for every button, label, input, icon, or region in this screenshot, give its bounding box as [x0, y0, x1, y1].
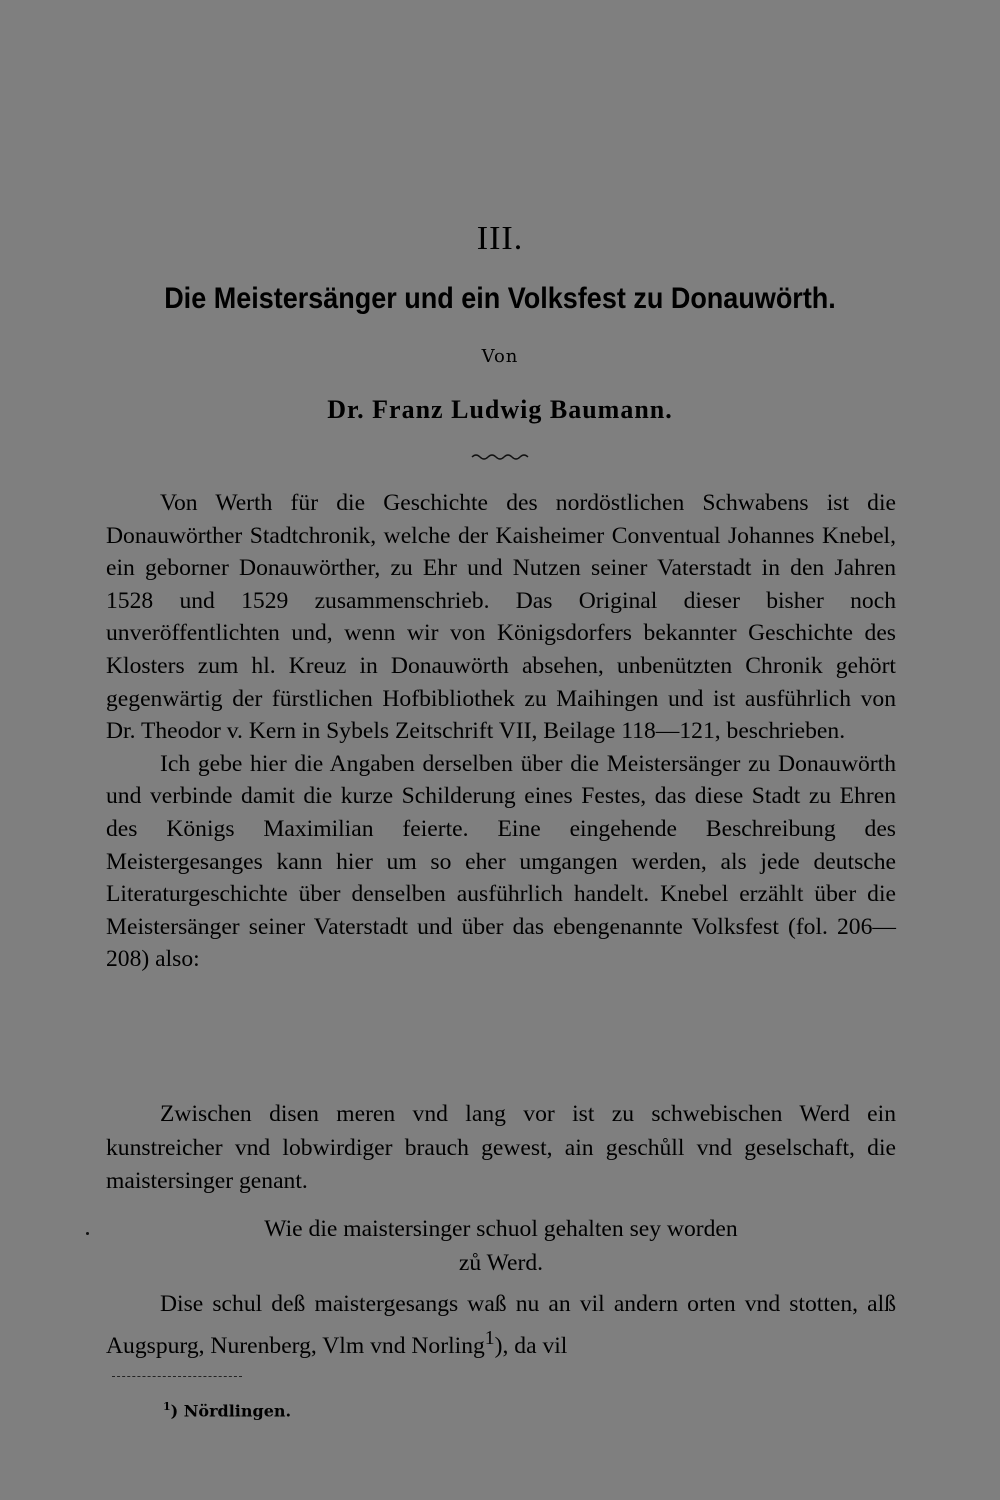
byline-von: Von	[481, 346, 519, 367]
section-heading	[106, 1212, 896, 1280]
intro-paragraph-1: Von Werth für die Geschichte des nordöstlichen Schwabens ist die Donauwörther Stadtchronik, welche der Kaisheimer Conventual Johannes Knebel, ein geborner Donauwörther, zu Ehr und Nutzen seiner Vaterstadt in den Jahren 1528 und 1529 zusammenschrieb. Das Original dieser bisher noch unveröffentlichten und, wenn wir von Königsdorfers bekannter Geschichte des Klosters zum hl. Kreuz in Donauwörth absehen, unbenützten Chronik gehört gegenwärtig der fürstlichen Hofbibliothek zu Maihingen und ist ausführlich von Dr. Theodor v. Kern in Sybels Zeitschrift VII, Beilage 118—121, beschrieben.	[106, 490, 896, 745]
schul-text-before-note: Dise schul deß maistergesangs waß nu an vil andern orten vnd stotten, alß Augspurg, Nurenberg, Vlm vnd Norling	[106, 1291, 896, 1359]
schul-section	[106, 1288, 896, 1363]
intro-section	[106, 487, 896, 976]
article-title: Die Meistersänger und ein Volksfest zu Donauwörth.	[164, 282, 836, 315]
author-name: Dr. Franz Ludwig Baumann.	[327, 395, 673, 424]
ornamental-rule-icon	[0, 448, 1000, 464]
chronicle-quote-paragraph: Zwischen disen meren vnd lang vor ist zu schwebischen Werd ein kunstreicher vnd lobwirdiger brauch gewest, ain geschůll vnd geselschaft, die maistersinger genant.	[106, 1101, 896, 1194]
footnote-text: ) Nördlingen.	[170, 1401, 292, 1421]
footnote-reference: 1	[484, 1326, 495, 1349]
footnote-marker: 1	[163, 1400, 171, 1413]
print-speck-mark	[86, 1232, 89, 1235]
section-heading-line-1: Wie die maistersinger schuol gehalten sey worden	[264, 1216, 738, 1242]
section-heading-line-2: zů Werd.	[458, 1250, 544, 1276]
chapter-number: III.	[476, 220, 524, 257]
footnote	[163, 1400, 291, 1420]
schul-text-after-note: ), da vil	[494, 1332, 568, 1359]
intro-paragraph-2: Ich gebe hier die Angaben derselben über die Meistersänger zu Donauwörth und verbinde damit die kurze Schilderung eines Festes, das diese Stadt zu Ehren des Königs Maximilian feierte. Eine eingehende Beschreibung des Meistergesanges kann hier um so eher umgangen werden, als jede deutsche Literaturgeschichte über denselben ausführlich handelt. Knebel erzählt über die Meistersänger seiner Vaterstadt und über das ebengenannte Volksfest (fol. 206—208) also:	[106, 750, 896, 973]
schul-paragraph	[106, 1288, 896, 1363]
footnote-divider	[112, 1376, 242, 1377]
chronicle-quote-section	[106, 1098, 896, 1199]
